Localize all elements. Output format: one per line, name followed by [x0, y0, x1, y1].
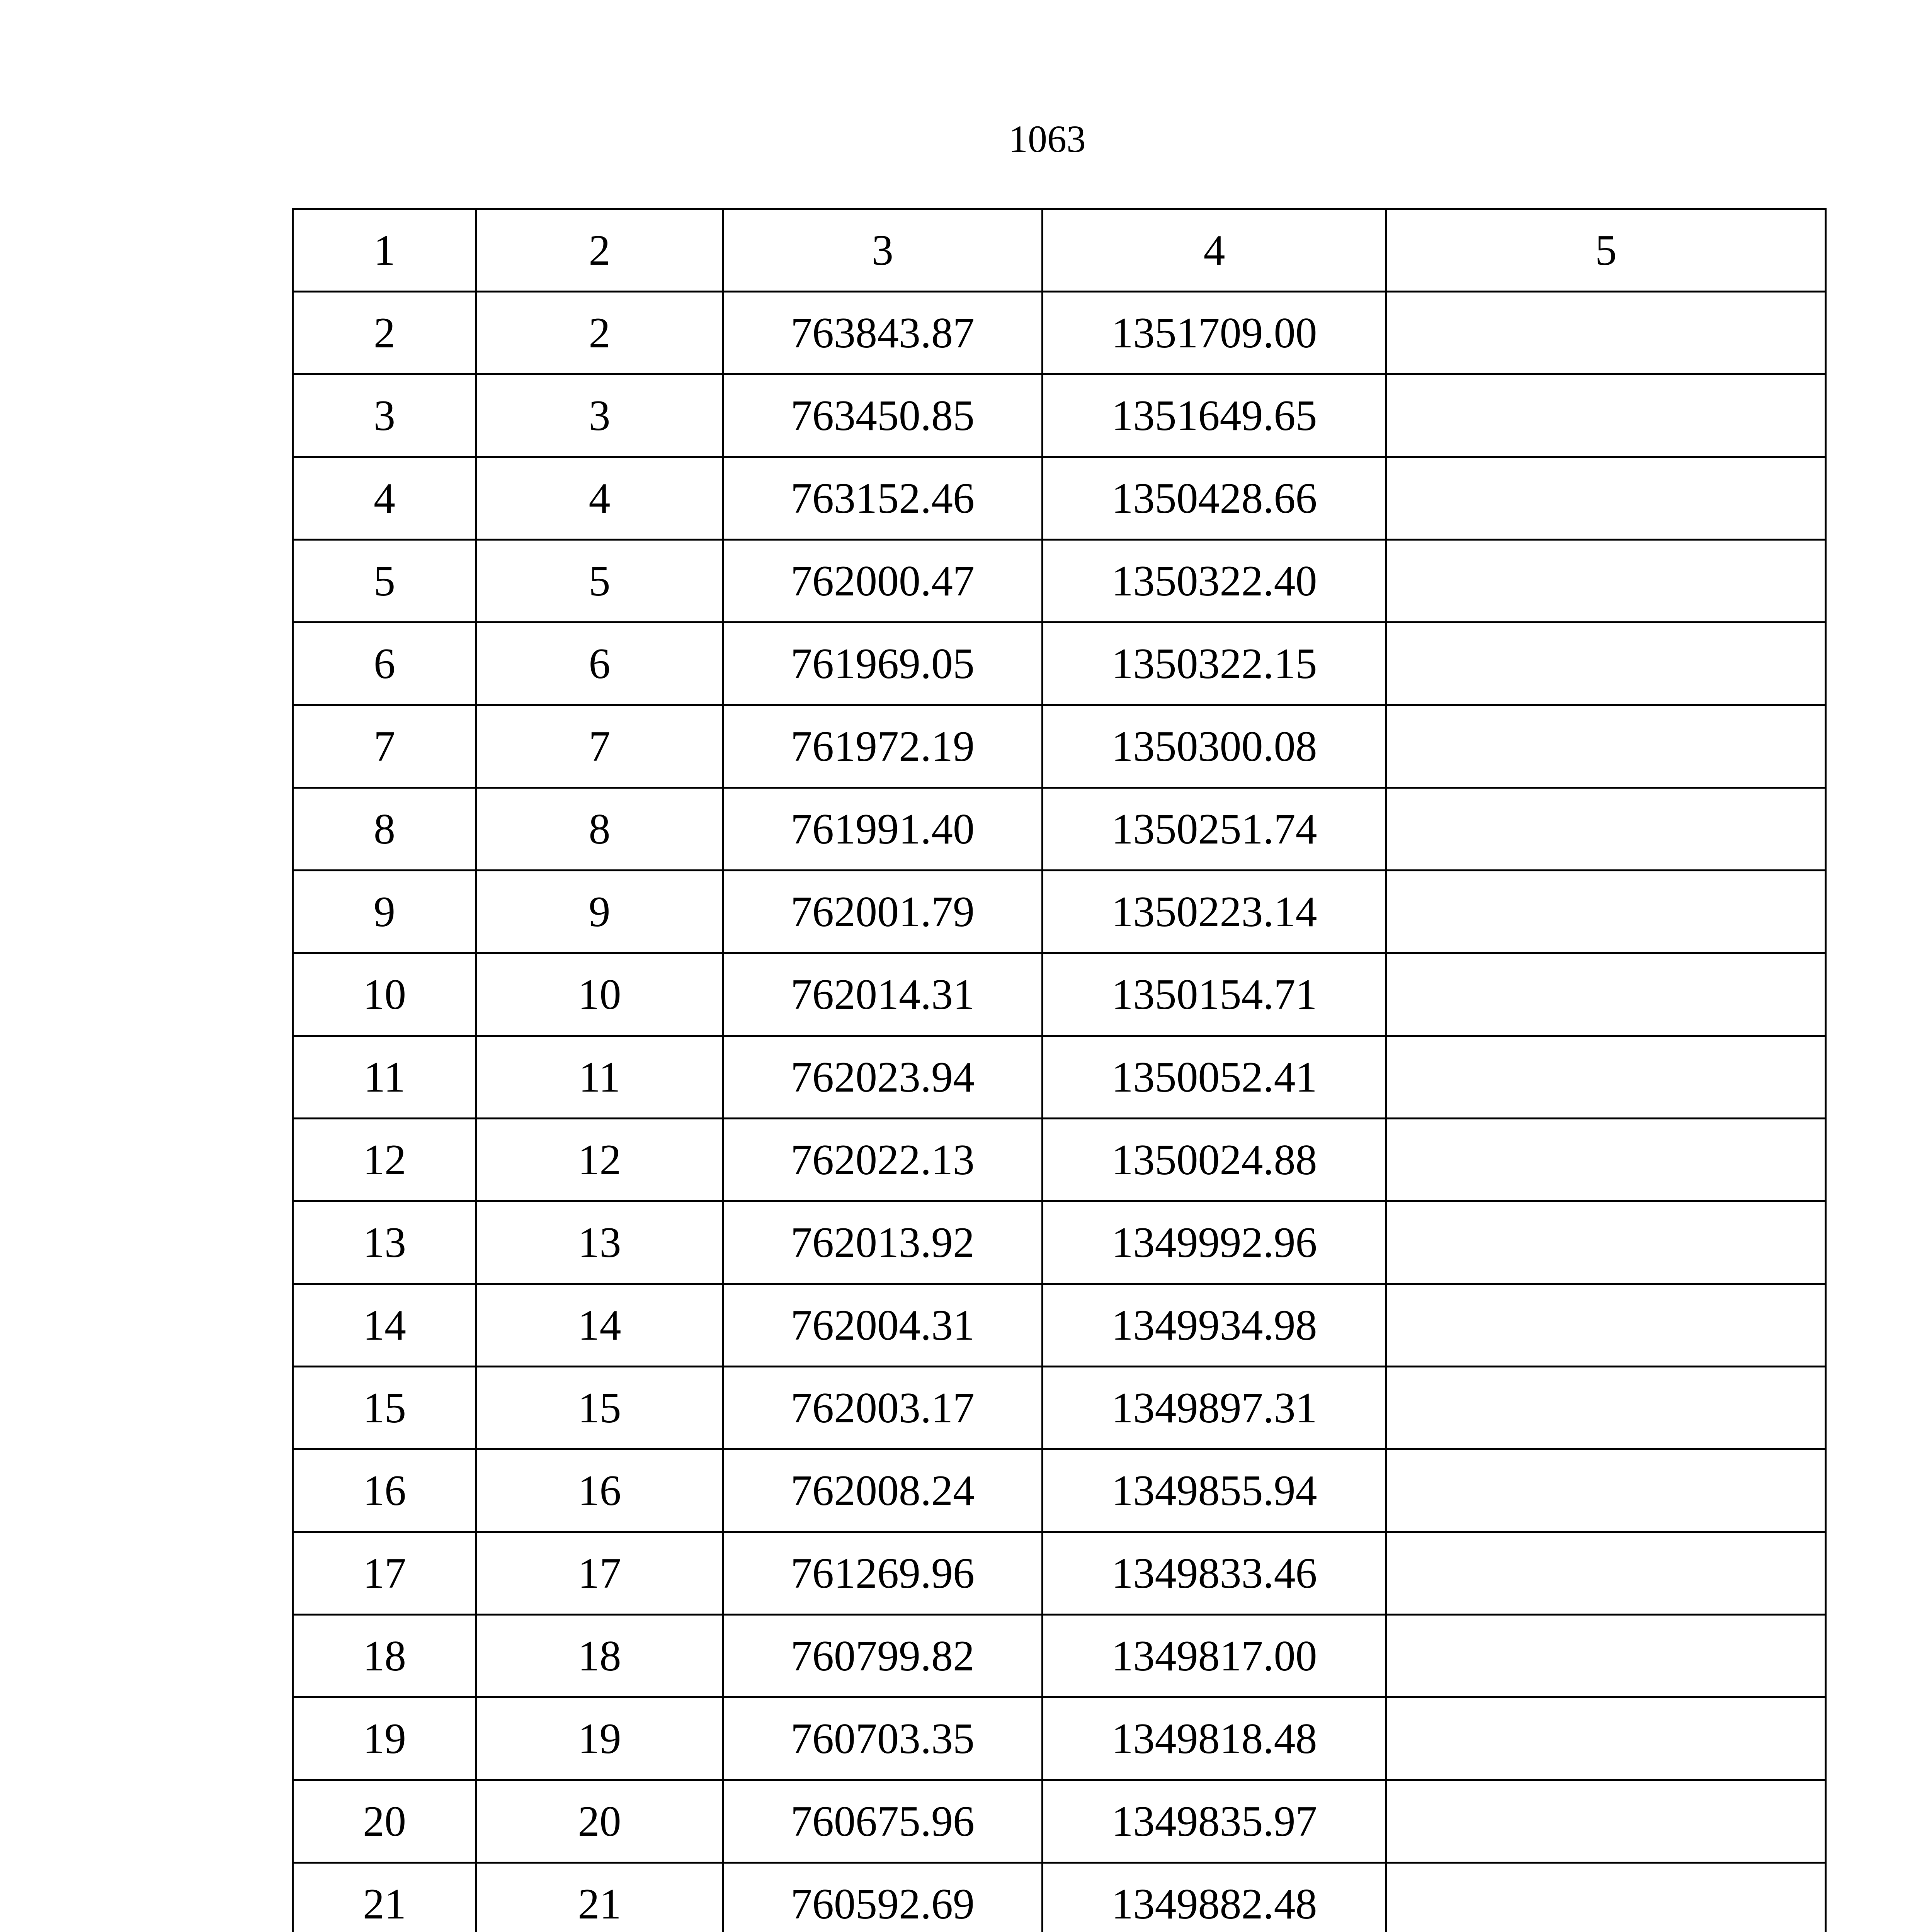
table-cell-col-2: 2: [476, 292, 723, 374]
table-cell-col-5: [1386, 1697, 1826, 1780]
table-row: [293, 622, 1826, 705]
table-cell-col-2: 10: [476, 953, 723, 1036]
table-cell-col-1: 13: [293, 1201, 476, 1284]
table-row: [293, 871, 1826, 953]
table-row: [293, 1697, 1826, 1780]
table-cell-col-2: 19: [476, 1697, 723, 1780]
table-row: [293, 1615, 1826, 1697]
table-row: [293, 540, 1826, 622]
table-cell-col-5: [1386, 457, 1826, 540]
table-cell-col-5: [1386, 1036, 1826, 1119]
table-cell-col-5: [1386, 1367, 1826, 1449]
table-cell-col-5: [1386, 788, 1826, 871]
table-cell-col-5: [1386, 1284, 1826, 1367]
table-cell-col-5: [1386, 871, 1826, 953]
table-cell-col-1: 14: [293, 1284, 476, 1367]
table-cell-col-5: [1386, 1201, 1826, 1284]
table-cell-col-4: 1349835.97: [1043, 1780, 1386, 1863]
table-cell-col-2: 18: [476, 1615, 723, 1697]
table-cell-col-2: 13: [476, 1201, 723, 1284]
table-cell-col-2: 6: [476, 622, 723, 705]
table-cell-col-4: 1350052.41: [1043, 1036, 1386, 1119]
header-cell-2: 2: [476, 209, 723, 292]
table-cell-col-1: 4: [293, 457, 476, 540]
table-cell-col-3: 760592.69: [723, 1863, 1043, 1932]
table-cell-col-2: 16: [476, 1449, 723, 1532]
table-cell-col-1: 6: [293, 622, 476, 705]
table-cell-col-1: 18: [293, 1615, 476, 1697]
table-cell-col-2: 21: [476, 1863, 723, 1932]
table-cell-col-5: [1386, 540, 1826, 622]
table-cell-col-4: 1349882.48: [1043, 1863, 1386, 1932]
page-number: 1063: [1009, 117, 1086, 160]
table-cell-col-3: 762013.92: [723, 1201, 1043, 1284]
table-cell-col-4: 1349817.00: [1043, 1615, 1386, 1697]
table-cell-col-2: 14: [476, 1284, 723, 1367]
table-cell-col-1: 21: [293, 1863, 476, 1932]
table-cell-col-5: [1386, 1119, 1826, 1201]
table-cell-col-5: [1386, 292, 1826, 374]
table-row: [293, 1119, 1826, 1201]
table-cell-col-4: 1350428.66: [1043, 457, 1386, 540]
table-cell-col-2: 8: [476, 788, 723, 871]
table-cell-col-2: 15: [476, 1367, 723, 1449]
table-cell-col-4: 1350300.08: [1043, 705, 1386, 788]
header-cell-4: 4: [1043, 209, 1386, 292]
table-cell-col-5: [1386, 953, 1826, 1036]
table-row: [293, 292, 1826, 374]
table-row: [293, 457, 1826, 540]
table-cell-col-2: 20: [476, 1780, 723, 1863]
table-cell-col-4: 1349992.96: [1043, 1201, 1386, 1284]
table-cell-col-3: 760799.82: [723, 1615, 1043, 1697]
table-cell-col-5: [1386, 1780, 1826, 1863]
table-cell-col-3: 761969.05: [723, 622, 1043, 705]
table-cell-col-5: [1386, 1863, 1826, 1932]
table-cell-col-5: [1386, 622, 1826, 705]
table-cell-col-4: 1349818.48: [1043, 1697, 1386, 1780]
table-cell-col-2: 4: [476, 457, 723, 540]
table-cell-col-3: 762000.47: [723, 540, 1043, 622]
table-cell-col-4: 1349833.46: [1043, 1532, 1386, 1615]
table-cell-col-2: 7: [476, 705, 723, 788]
table-cell-col-3: 760703.35: [723, 1697, 1043, 1780]
table-cell-col-3: 762008.24: [723, 1449, 1043, 1532]
table-cell-col-3: 762022.13: [723, 1119, 1043, 1201]
coordinates-table: [292, 208, 1827, 1932]
table-cell-col-1: 15: [293, 1367, 476, 1449]
table-cell-col-3: 761269.96: [723, 1532, 1043, 1615]
table-cell-col-4: 1350024.88: [1043, 1119, 1386, 1201]
table-cell-col-1: 3: [293, 374, 476, 457]
table-cell-col-4: 1350251.74: [1043, 788, 1386, 871]
table-cell-col-5: [1386, 374, 1826, 457]
table-cell-col-4: 1350223.14: [1043, 871, 1386, 953]
table-cell-col-3: 762004.31: [723, 1284, 1043, 1367]
table-cell-col-4: 1350322.15: [1043, 622, 1386, 705]
table-cell-col-1: 7: [293, 705, 476, 788]
table-row: [293, 1449, 1826, 1532]
table-row: [293, 1532, 1826, 1615]
table-cell-col-2: 11: [476, 1036, 723, 1119]
table-cell-col-4: 1349897.31: [1043, 1367, 1386, 1449]
table-cell-col-1: 10: [293, 953, 476, 1036]
table-cell-col-1: 11: [293, 1036, 476, 1119]
table-header-row: [293, 209, 1826, 292]
table-row: [293, 1863, 1826, 1932]
table-cell-col-2: 3: [476, 374, 723, 457]
table-cell-col-3: 762023.94: [723, 1036, 1043, 1119]
table-cell-col-3: 762014.31: [723, 953, 1043, 1036]
table-row: [293, 788, 1826, 871]
table-cell-col-2: 9: [476, 871, 723, 953]
table-cell-col-3: 761972.19: [723, 705, 1043, 788]
table-cell-col-4: 1351709.00: [1043, 292, 1386, 374]
table-cell-col-5: [1386, 705, 1826, 788]
table-cell-col-1: 12: [293, 1119, 476, 1201]
table-cell-col-4: 1349934.98: [1043, 1284, 1386, 1367]
table-row: [293, 1780, 1826, 1863]
header-cell-1: 1: [293, 209, 476, 292]
table-cell-col-3: 762003.17: [723, 1367, 1043, 1449]
table-row: [293, 953, 1826, 1036]
table-row: [293, 1367, 1826, 1449]
table-cell-col-5: [1386, 1615, 1826, 1697]
table-cell-col-1: 2: [293, 292, 476, 374]
table-cell-col-3: 761991.40: [723, 788, 1043, 871]
table-row: [293, 1284, 1826, 1367]
table-cell-col-4: 1349855.94: [1043, 1449, 1386, 1532]
table-row: [293, 705, 1826, 788]
table-cell-col-1: 17: [293, 1532, 476, 1615]
table-cell-col-4: 1350322.40: [1043, 540, 1386, 622]
table-cell-col-3: 763152.46: [723, 457, 1043, 540]
table-cell-col-2: 17: [476, 1532, 723, 1615]
table-cell-col-1: 9: [293, 871, 476, 953]
table-cell-col-5: [1386, 1532, 1826, 1615]
table-cell-col-1: 5: [293, 540, 476, 622]
table-cell-col-2: 12: [476, 1119, 723, 1201]
table-cell-col-5: [1386, 1449, 1826, 1532]
table-cell-col-4: 1350154.71: [1043, 953, 1386, 1036]
table-cell-col-2: 5: [476, 540, 723, 622]
header-cell-5: 5: [1386, 209, 1826, 292]
header-cell-3: 3: [723, 209, 1043, 292]
table-cell-col-1: 20: [293, 1780, 476, 1863]
table-cell-col-4: 1351649.65: [1043, 374, 1386, 457]
table-cell-col-3: 760675.96: [723, 1780, 1043, 1863]
table-cell-col-3: 763843.87: [723, 292, 1043, 374]
table-row: [293, 1201, 1826, 1284]
table-row: [293, 374, 1826, 457]
table-body: [293, 209, 1826, 1932]
table-cell-col-1: 16: [293, 1449, 476, 1532]
table-cell-col-1: 8: [293, 788, 476, 871]
table-row: [293, 1036, 1826, 1119]
table-cell-col-3: 763450.85: [723, 374, 1043, 457]
table-cell-col-3: 762001.79: [723, 871, 1043, 953]
table-cell-col-1: 19: [293, 1697, 476, 1780]
